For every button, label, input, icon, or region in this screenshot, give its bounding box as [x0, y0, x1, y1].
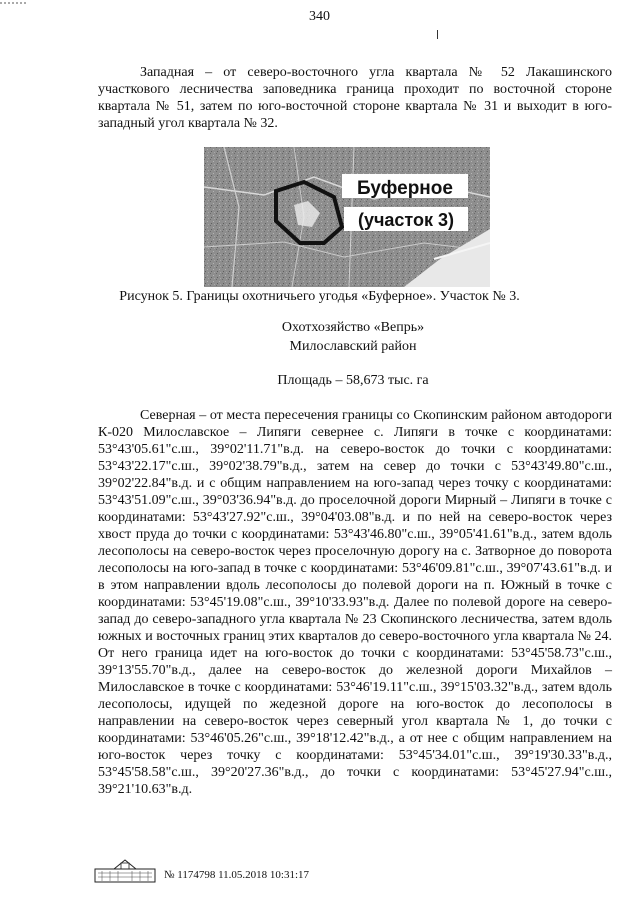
figure-caption: Рисунок 5. Границы охотничьего угодья «Буферное». Участок № 3. [119, 289, 520, 304]
org-name: Охотхозяйство «Вепрь» [281, 320, 425, 335]
scan-tick-mark [436, 30, 439, 39]
page-number: 340 [309, 9, 330, 24]
corner-scan-mark [0, 0, 26, 6]
paragraph-west-boundary: Западная – от северо-восточного угла квартала № 52 Лакашинского участкового лесничества заповедника граница проходит по восточной стороне квартала № 51, затем по юго-восточной стороне квартала № 31 и выходит в юго-западный угол квартала № 32. [98, 65, 612, 131]
map-label-name: Буферное [357, 178, 453, 199]
district-name: Милославский район [289, 339, 417, 354]
map-label-plot: (участок 3) [357, 210, 455, 230]
paragraph-north-boundary: Северная – от места пересечения границы со Скопинским районом автодороги К-020 Милославское – Липяги севернее с. Липяги в точке с координатами: 53°43'05.61"с.ш., 39°02'11.71"в.д. на северо-восток до точки с координатами: 53°43'22.17"с.ш., 39°02'38.79"в.д., затем на север до точки с 53°43'49.80"с.ш., 39°02'22.84"в.д. и с общим направлением на юго-запад через точку с координатами: 53°43'51.09"с.ш., 39°03'36.94"в.д. до проселочной дороги Мирный – Липяги в точке с координатами: 53°43'27.92"с.ш., 39°04'03.08"в.д. и по ней на северо-восток через хвост пруда до точки с координатами: 53°43'46.80"с.ш., 39°05'41.61"в.д., затем вдоль лесополосы на северо-восток через проселочную дорогу на с. Затворное до поворота лесополосы на юго-запад в точке с координатами: 53°46'09.81"с.ш., 39°07'43.61"в.д. и в этом направлении вдоль лесополосы до полевой дороги на п. Южный в точке с координатами: 53°45'19.08"с.ш., 39°10'33.93"в.д. Далее по полевой дороге на северо-запад до северо-западного угла квартала № 23 Скопинского лесничества, затем вдоль южных и восточных границ этих кварталов до северо-восточного угла квартала № 24. От него граница идет на юго-восток до точки с координатами: 53°45'58.73"с.ш., 39°13'55.70"в.д., далее на северо-восток до железной дороги Михайлов – Милославское в точке с координатами: 53°46'19.11"с.ш., 39°15'03.32"в.д., затем вдоль лесополосы, идущей по жедезной дороге на юго-восток до лесополосы в направлении на северо-восток через северный угол квартала № 1, до точки с координатами: 53°46'05.26"с.ш., 39°18'12.42"в.д., а от нее с общим направлением на юго-восток через точку с координатами: 53°45'34.01"с.ш., 39°19'30.33"в.д., 53°45'58.58"с.ш., 39°20'27.36"в.д., до точки с координатами: 53°45'27.94"с.ш., 39°21'10.63"в.д. [98, 408, 612, 797]
boundary-map-image [204, 147, 490, 287]
stamp-icon [94, 857, 156, 883]
area-value: Площадь – 58,673 тыс. га [277, 373, 429, 388]
map-graphic [204, 147, 490, 287]
footer-doc-number: № 1174798 11.05.2018 10:31:17 [164, 869, 310, 881]
